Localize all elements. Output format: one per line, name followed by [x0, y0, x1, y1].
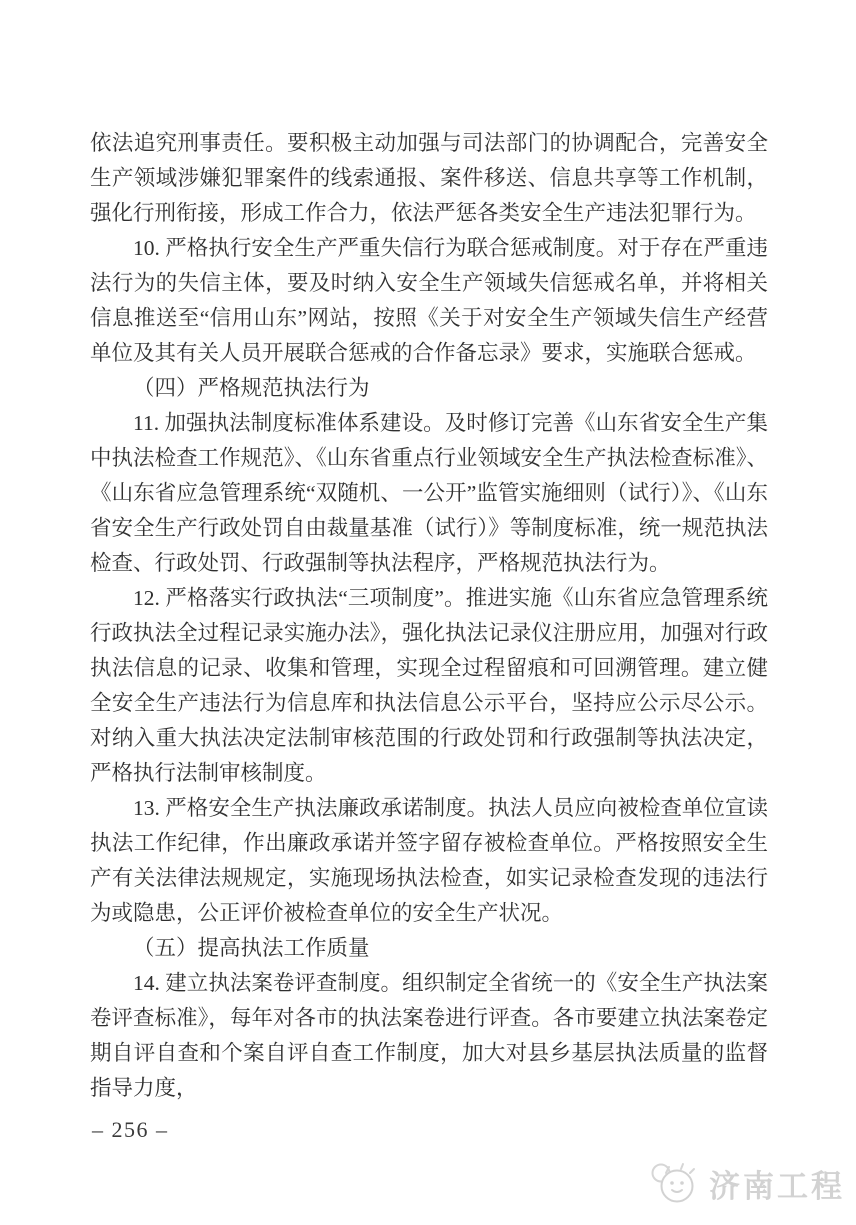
document-body — [90, 126, 768, 1106]
watermark — [650, 1160, 845, 1206]
paragraph: 依法追究刑事责任。要积极主动加强与司法部门的协调配合，完善安全生产领域涉嫌犯罪案件的线索通报、案件移送、信息共享等工作机制，强化行刑衔接，形成工作合力，依法严惩各类安全生产违法犯罪行为。 — [90, 131, 768, 225]
watermark-label: 济南工程 — [709, 1168, 845, 1204]
paragraph: 10. 严格执行安全生产严重失信行为联合惩戒制度。对于存在严重违法行为的失信主体，要及时纳入安全生产领域失信惩戒名单，并将相关信息推送至“信用山东”网站，按照《关于对安全生产领域失信生产经营单位及其有关人员开展联合惩戒的合作备忘录》要求，实施联合惩戒。 — [90, 236, 768, 365]
paragraph: 13. 严格安全生产执法廉政承诺制度。执法人员应向被检查单位宣读执法工作纪律，作出廉政承诺并签字留存被检查单位。严格按照安全生产有关法律法规规定，实施现场执法检查，如实记录检查发现的违法行为或隐患，公正评价被检查单位的安全生产状况。 — [90, 796, 768, 925]
page-number: – 256 – — [92, 1117, 169, 1142]
paragraph: 14. 建立执法案卷评查制度。组织制定全省统一的《安全生产执法案卷评查标准》，每年对各市的执法案卷进行评查。各市要建立执法案卷定期自评自查和个案自评自查工作制度，加大对县乡基层执法质量的监督指导力度， — [90, 971, 768, 1100]
cartoon-mascot-face-icon — [650, 1160, 700, 1206]
paragraph: 12. 严格落实行政执法“三项制度”。推进实施《山东省应急管理系统行政执法全过程记录实施办法》，强化执法记录仪注册应用，加强对行政执法信息的记录、收集和管理，实现全过程留痕和可回溯管理。建立健全安全生产违法行为信息库和执法信息公示平台，坚持应公示尽公示。对纳入重大执法决定法制审核范围的行政处罚和行政强制等执法决定，严格执行法制审核制度。 — [90, 586, 768, 785]
section-heading: （五）提高执法工作质量 — [133, 936, 370, 960]
section-heading: （四）严格规范执法行为 — [133, 376, 370, 400]
paragraph: 11. 加强执法制度标准体系建设。及时修订完善《山东省安全生产集中执法检查工作规范》、《山东省重点行业领域安全生产执法检查标准》、《山东省应急管理系统“双随机、一公开”监管实施细则（试行）》、《山东省安全生产行政处罚自由裁量基准（试行）》等制度标准，统一规范执法检查、行政处罚、行政强制等执法程序，严格规范执法行为。 — [90, 411, 768, 575]
